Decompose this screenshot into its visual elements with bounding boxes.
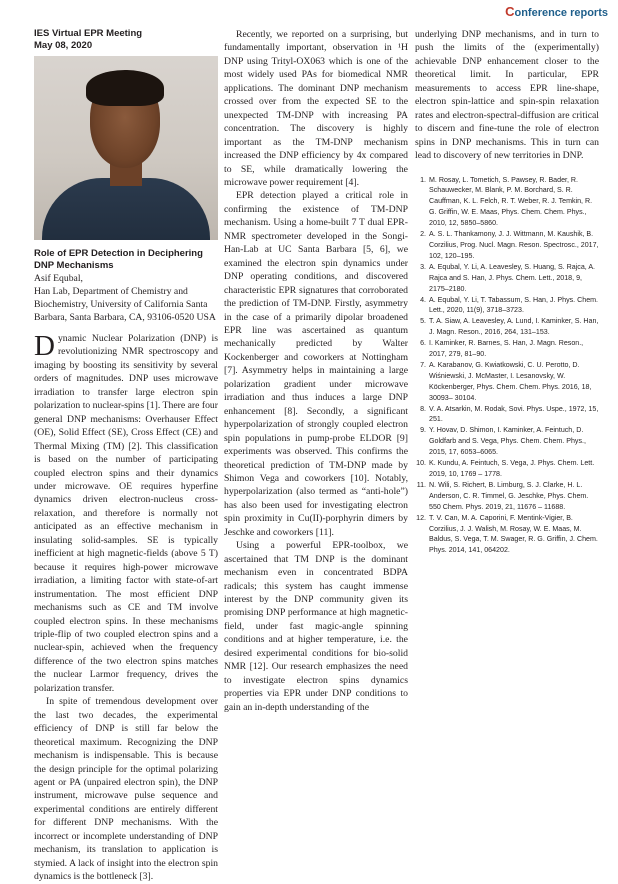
column-2 <box>224 28 408 714</box>
reference-item: 1. M. Rosay, L. Tometich, S. Pawsey, R. Bader, R. Schauwecker, M. Blank, P. M. Borchard, S. R. Cauffman, K. L. Felch, R. T. Weber, R. J. Temkin, R. G. Griffin, W. E. Maas, Phys. Chem. Chem. Phys., 2010, 12, 5850–5860. <box>428 175 599 230</box>
author-name: Asif Equbal, <box>34 273 83 284</box>
reference-item: 9. Y. Hovav, D. Shimon, I. Kaminker, A. Feintuch, D. Goldfarb and S. Vega, Phys. Chem. Chem. Phys., 2015, 17, 6053–6065. <box>428 425 599 458</box>
reference-item: 2. A. S. L. Thankamony, J. J. Wittmann, M. Kaushik, B. Corzilius, Prog. Nucl. Magn. Reson. Spectrosc., 2017, 102, 120–195. <box>428 229 599 262</box>
reference-list <box>415 175 599 557</box>
section-header-cap: C <box>505 4 515 19</box>
column-1 <box>34 28 218 884</box>
paragraph-5: Using a powerful EPR-toolbox, we ascertained that TM DNP is the dominant mechanism even in concentrated BDPA radicals; this system has caught immense interest by the DNP community given its promising DNP performance at high magnetic-field, under fast magic-angle spinning conditions and at higher temperature, i.e. the desired experimental conditions for bio-solid NMR [12]. Our research emphasizes the need to investigate electron spins dynamics properties via EPR under DNP conditions to gain an in-depth understanding of the <box>224 540 408 713</box>
drop-cap: D <box>34 330 55 362</box>
meeting-name: IES Virtual EPR Meeting <box>34 28 143 39</box>
reference-item: 5. T. A. Siaw, A. Leavesley, A. Lund, I. Kaminker, S. Han, J. Magn. Reson., 2016, 264, 131–153. <box>428 316 599 338</box>
column-3 <box>415 28 599 556</box>
author-affiliation: Han Lab, Department of Chemistry and Biochemistry, University of California Santa Barbara, Santa Barbara, CA, 93106-0520 USA <box>34 286 216 323</box>
paragraph-continued: underlying DNP mechanisms, and in turn to push the limits of the (experimentally) achievable DNP enhancement closer to the theoretical limit. In particular, EPR measurements to access EPR line-shape, electron spin-lattice and spin-spin relaxation rates and electron-spectral-diffusion are critical to discern and fine-tune the role of electron spins in DNP mechanisms. This in turn can lead to discovery of new territories in DNP. <box>415 29 599 162</box>
section-header-text: onference reports <box>514 7 608 19</box>
reference-item: 11. N. Wili, S. Richert, B. Limburg, S. J. Clarke, H. L. Anderson, C. R. Timmel, G. Jeschke, Phys. Chem. 550 Chem. Phys. 2019, 21, 11676 – 11688. <box>428 480 599 513</box>
paragraph-4: EPR detection played a critical role in confirming the existence of TM-DNP mechanism. Using a home-built 7 T dual EPR-NMR spectrometer developed in the Songi-Han-Lab at UC Santa Barbara [5, 6], we examined the electron spin dynamics under DNP operating conditions, and discovered characteristic EPR signatures that corroborated the prediction of TM-DNP. Firstly, asymmetry in the case of a primarily dipolar broadened EPR line was ascertained as quantum mechanically predicted by Walter Kockenberger and coworkers at Nottingham [7]. Asymmetry helps in maintaining a large polarization gradient under microwave irradiation and thus induces a large DNP enhancement [8]. Secondly, a significant hyperpolarization of strongly coupled electron spin populations in pump-probe ELDOR [9] experiments was observed. This confirms the theoretical prediction of TM-DNP made by Shimon Vega and coworkers [10]. Notably, hyperpolarization (also termed as “anti-hole”) has also been used for investigating electron spin proximity in Cu(II)-porphyrin dimers by Jeschke and coworkers [11]. <box>224 190 408 538</box>
meeting-date: May 08, 2020 <box>34 40 93 51</box>
reference-item: 6. I. Kaminker, R. Barnes, S. Han, J. Magn. Reson., 2017, 279, 81–90. <box>428 338 599 360</box>
author-block <box>34 272 218 324</box>
paragraph-3: Recently, we reported on a surprising, but fundamentally important, observation in ¹H DNP using Trityl-OX063 which is one of the most widely used PAs for biomedical NMR applications. The dominant DNP mechanism crossed over from the expected SE to the unexpected TM-DNP with increasing PA concentration. The discovery is highly important as the TM-DNP mechanism increased the DNP efficiency by 4x compared to SE, while dramatically lowering the microwave power requirement [4]. <box>224 29 408 188</box>
paragraph-1: Dynamic Nuclear Polarization (DNP) is revolutionizing NMR spectroscopy and imaging by boosting its sensitivity by several orders of magnitudes. DNP uses microwave irradiation to transfer large electron spin polarization to nuclear-spins [1]. There are four general DNP mechanisms: Overhauser Effect (OE), Solid Effect (SE), Cross Effect (CE) and Thermal Mixing (TM) [2]. This classification is based on the number of participating coupled electron spins and their dynamics under microwave. OE requires hyperfine dynamics driven electron-nucleus cross-relaxation, and therefore is normally not anticipated as an effective mechanism in insulating solid-samples. SE is typically inefficient at high magnetic-fields (above 5 T) because it requires high-power microwave irradiation, a limiting factor with state-of-art instrumentation. The most efficient DNP mechanisms such as CE and TM involve coupled electron spins. In these mechanisms triple-flip of two coupled electron spins and a nuclear-spin, achieved when the frequency difference of the two electron spins matches the nuclear Larmor frequency, drives the polarization transfer. <box>34 330 218 694</box>
reference-item: 7. A. Karabanov, G. Kwiatkowski, C. U. Perotto, D. Wiśniewski, J. McMaster, I. Lesanovsky, W. Köckenberger, Phys. Chem. Chem. Phys. 2016, 18, 30093– 30104. <box>428 360 599 404</box>
article-title: Role of EPR Detection in Deciphering DNP Mechanisms <box>34 248 203 271</box>
reference-item: 10. K. Kundu, A. Feintuch, S. Vega, J. Phys. Chem. Lett. 2019, 10, 1769 – 1778. <box>428 458 599 480</box>
section-header <box>505 4 608 19</box>
paragraph-2: In spite of tremendous development over the last two decades, the experimental efficiency of DNP is still far below the theoretical maximum. Recognizing the DNP mechanism is indispensable. This is because the design principle for the optimal polarizing agent or PA (unpaired electron spin), the DNP instrument, microwave pulse sequence and experimental conditions are entirely different for different DNP mechanisms. With the incorrect or incomplete understanding of DNP mechanism, its translation to application is stymied. A lack of insight into the electron spin dynamics is the bottleneck [3]. <box>34 696 218 883</box>
reference-item: 12. T. V. Can, M. A. Caporini, F. Mentink-Vigier, B. Corzilius, J. J. Walish, M. Rosay, W. E. Maas, M. Baldus, S. Vega, T. M. Swager, R. G. Griffin, J. Chem. Phys. 2014, 141, 064202. <box>428 513 599 557</box>
reference-item: 8. V. A. Atsarkin, M. Rodak, Sovi. Phys. Uspe., 1972, 15, 251. <box>428 404 599 426</box>
reference-item: 4. A. Equbal, Y. Li, T. Tabassum, S. Han, J. Phys. Chem. Lett., 2020, 11(9), 3718–3723. <box>428 295 599 317</box>
author-photo <box>34 56 218 240</box>
reference-item: 3. A. Equbal, Y. Li, A. Leavesley, S. Huang, S. Rajca, A. Rajca and S. Han, J. Phys. Chem. Lett., 2018, 9, 2175–2180. <box>428 262 599 295</box>
